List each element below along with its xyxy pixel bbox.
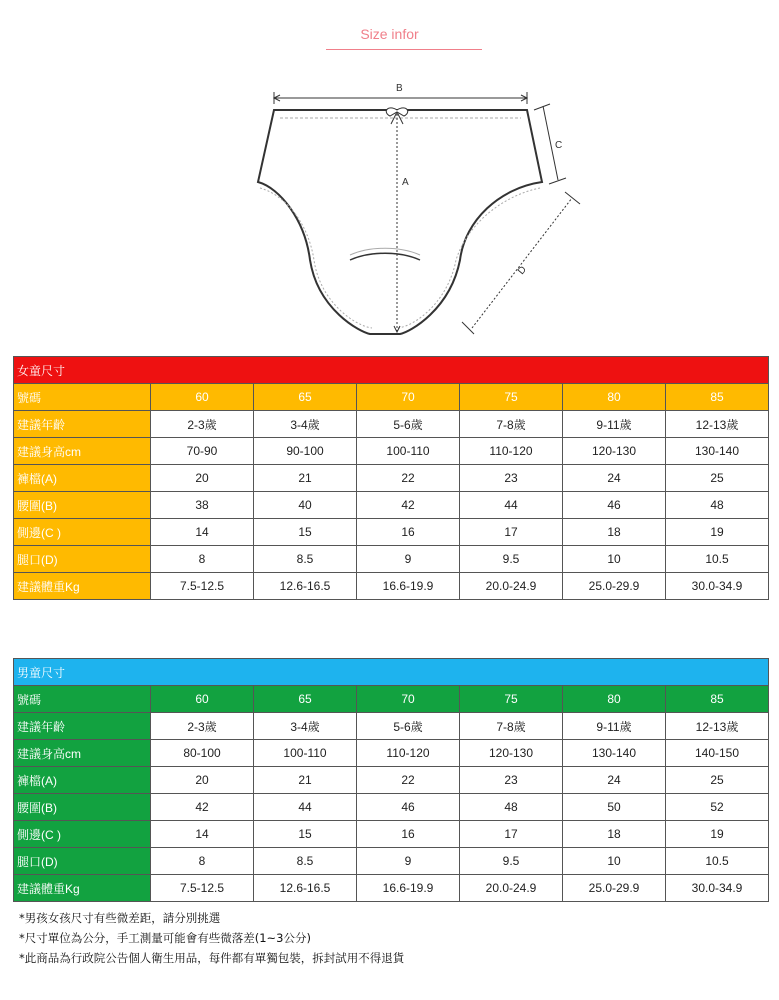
table-cell: 25.0-29.9 <box>563 875 666 902</box>
row-label: 腰圍(B) <box>14 492 151 519</box>
table-cell: 12.6-16.5 <box>254 875 357 902</box>
table-cell: 8 <box>151 848 254 875</box>
table-cell: 8.5 <box>254 546 357 573</box>
table-cell: 42 <box>151 794 254 821</box>
size-number: 70 <box>357 686 460 713</box>
boys-size-table <box>13 658 769 902</box>
row-label: 腿口(D) <box>14 848 151 875</box>
underwear-diagram <box>250 70 590 350</box>
table-cell: 9-11歲 <box>563 713 666 740</box>
table-cell: 7.5-12.5 <box>151 573 254 600</box>
table-row <box>14 411 769 438</box>
table-cell: 17 <box>460 519 563 546</box>
table-cell: 2-3歲 <box>151 713 254 740</box>
table-row <box>14 686 769 713</box>
table-cell: 80-100 <box>151 740 254 767</box>
table-row <box>14 438 769 465</box>
table-row <box>14 546 769 573</box>
table-cell: 7-8歲 <box>460 411 563 438</box>
table-cell: 40 <box>254 492 357 519</box>
table-cell: 9.5 <box>460 848 563 875</box>
size-number: 70 <box>357 384 460 411</box>
table-cell: 8.5 <box>254 848 357 875</box>
row-label: 建議身高cm <box>14 740 151 767</box>
size-number: 85 <box>666 686 769 713</box>
table-cell: 3-4歲 <box>254 411 357 438</box>
table-cell: 110-120 <box>460 438 563 465</box>
table-cell: 15 <box>254 821 357 848</box>
table-cell: 100-110 <box>254 740 357 767</box>
table-cell: 9.5 <box>460 546 563 573</box>
table-cell: 130-140 <box>563 740 666 767</box>
table-cell: 20.0-24.9 <box>460 573 563 600</box>
table-cell: 12-13歲 <box>666 713 769 740</box>
row-label: 腰圍(B) <box>14 794 151 821</box>
table-cell: 140-150 <box>666 740 769 767</box>
girls-size-table <box>13 356 769 600</box>
dimension-label-b: B <box>396 83 403 94</box>
table-cell: 48 <box>460 794 563 821</box>
notes <box>19 908 404 968</box>
table-cell: 10 <box>563 848 666 875</box>
row-label: 側邊(C ) <box>14 821 151 848</box>
table-cell: 16.6-19.9 <box>357 875 460 902</box>
title-underline <box>326 49 482 50</box>
table-cell: 2-3歲 <box>151 411 254 438</box>
table-row <box>14 713 769 740</box>
table-cell: 46 <box>563 492 666 519</box>
table-cell: 52 <box>666 794 769 821</box>
note-line: *男孩女孩尺寸有些微差距，請分別挑選 <box>19 911 221 925</box>
table-cell: 12.6-16.5 <box>254 573 357 600</box>
table-cell: 120-130 <box>563 438 666 465</box>
boys-table-body <box>14 659 769 902</box>
table-cell: 44 <box>254 794 357 821</box>
table-cell: 30.0-34.9 <box>666 875 769 902</box>
table-cell: 25 <box>666 767 769 794</box>
table-row <box>14 875 769 902</box>
table-cell: 18 <box>563 519 666 546</box>
dimension-label-d: D <box>515 264 529 277</box>
table-title: 男童尺寸 <box>14 659 769 686</box>
table-cell: 100-110 <box>357 438 460 465</box>
table-cell: 20 <box>151 767 254 794</box>
table-cell: 9-11歲 <box>563 411 666 438</box>
table-cell: 10.5 <box>666 546 769 573</box>
table-cell: 7-8歲 <box>460 713 563 740</box>
table-row <box>14 740 769 767</box>
table-cell: 5-6歲 <box>357 411 460 438</box>
table-cell: 120-130 <box>460 740 563 767</box>
table-cell: 15 <box>254 519 357 546</box>
table-row <box>14 384 769 411</box>
table-cell: 16.6-19.9 <box>357 573 460 600</box>
table-cell: 9 <box>357 848 460 875</box>
dimension-label-a: A <box>402 177 409 188</box>
size-number: 80 <box>563 686 666 713</box>
table-row <box>14 492 769 519</box>
table-cell: 23 <box>460 465 563 492</box>
table-row <box>14 794 769 821</box>
row-label: 號碼 <box>14 384 151 411</box>
note-line: *尺寸單位為公分，手工測量可能會有些微落差(1~3公分) <box>19 931 311 945</box>
row-label: 建議體重Kg <box>14 573 151 600</box>
table-cell: 19 <box>666 821 769 848</box>
row-label: 建議身高cm <box>14 438 151 465</box>
table-row <box>14 465 769 492</box>
table-cell: 14 <box>151 519 254 546</box>
size-number: 65 <box>254 384 357 411</box>
row-label: 建議體重Kg <box>14 875 151 902</box>
row-label: 側邊(C ) <box>14 519 151 546</box>
table-cell: 7.5-12.5 <box>151 875 254 902</box>
table-cell: 20.0-24.9 <box>460 875 563 902</box>
table-cell: 23 <box>460 767 563 794</box>
table-cell: 12-13歲 <box>666 411 769 438</box>
table-cell: 46 <box>357 794 460 821</box>
row-label: 建議年齡 <box>14 713 151 740</box>
row-label: 建議年齡 <box>14 411 151 438</box>
table-cell: 130-140 <box>666 438 769 465</box>
size-number: 60 <box>151 384 254 411</box>
table-cell: 70-90 <box>151 438 254 465</box>
table-row <box>14 519 769 546</box>
table-cell: 24 <box>563 767 666 794</box>
page-title: Size infor <box>360 26 419 42</box>
table-cell: 30.0-34.9 <box>666 573 769 600</box>
table-cell: 22 <box>357 767 460 794</box>
table-cell: 48 <box>666 492 769 519</box>
table-row <box>14 573 769 600</box>
size-number: 85 <box>666 384 769 411</box>
table-cell: 21 <box>254 465 357 492</box>
size-number: 75 <box>460 686 563 713</box>
garment-outline <box>258 110 542 334</box>
dimension-label-c: C <box>555 140 563 151</box>
note-line: *此商品為行政院公告個人衛生用品，每件都有單獨包裝，拆封試用不得退貨 <box>19 951 405 965</box>
table-cell: 20 <box>151 465 254 492</box>
table-row <box>14 767 769 794</box>
size-number: 80 <box>563 384 666 411</box>
table-cell: 10.5 <box>666 848 769 875</box>
table-cell: 14 <box>151 821 254 848</box>
table-row <box>14 848 769 875</box>
table-title: 女童尺寸 <box>14 357 769 384</box>
table-cell: 90-100 <box>254 438 357 465</box>
table-cell: 16 <box>357 519 460 546</box>
size-number: 75 <box>460 384 563 411</box>
table-cell: 3-4歲 <box>254 713 357 740</box>
table-cell: 18 <box>563 821 666 848</box>
table-cell: 21 <box>254 767 357 794</box>
table-cell: 24 <box>563 465 666 492</box>
table-cell: 25.0-29.9 <box>563 573 666 600</box>
table-cell: 19 <box>666 519 769 546</box>
table-row <box>14 821 769 848</box>
table-cell: 50 <box>563 794 666 821</box>
girls-table-body <box>14 357 769 600</box>
size-number: 65 <box>254 686 357 713</box>
table-cell: 25 <box>666 465 769 492</box>
table-cell: 38 <box>151 492 254 519</box>
row-label: 號碼 <box>14 686 151 713</box>
size-number: 60 <box>151 686 254 713</box>
table-cell: 16 <box>357 821 460 848</box>
table-cell: 22 <box>357 465 460 492</box>
table-cell: 44 <box>460 492 563 519</box>
table-cell: 9 <box>357 546 460 573</box>
table-cell: 5-6歲 <box>357 713 460 740</box>
table-cell: 110-120 <box>357 740 460 767</box>
table-cell: 10 <box>563 546 666 573</box>
row-label: 褲檔(A) <box>14 465 151 492</box>
row-label: 褲檔(A) <box>14 767 151 794</box>
row-label: 腿口(D) <box>14 546 151 573</box>
table-cell: 17 <box>460 821 563 848</box>
table-cell: 42 <box>357 492 460 519</box>
table-cell: 8 <box>151 546 254 573</box>
